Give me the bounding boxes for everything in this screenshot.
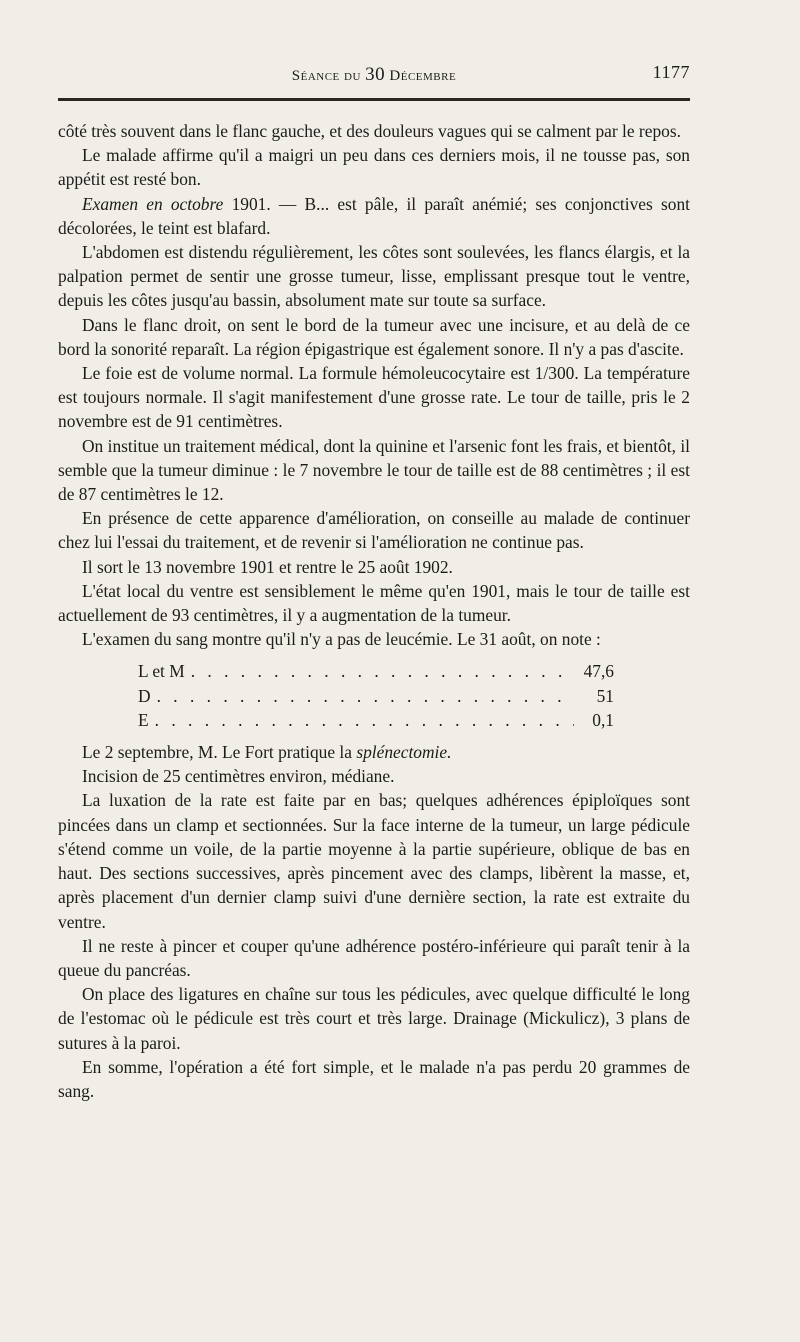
running-title-suffix: Décembre (385, 68, 457, 84)
paragraph: L'abdomen est distendu régulièrement, les côtes sont soulevées, les flancs élargis, et la palpation permet de sentir une grosse tumeur, lisse, emplissant presque tout le ventre, depuis les côtes jusqu'au bassin, absolument mate sur toute sa surface. (58, 242, 690, 311)
page-number: 1177 (652, 62, 690, 82)
paragraph: En somme, l'opération a été fort simple, et le malade n'a pas perdu 20 grammes de sang. (58, 1056, 690, 1101)
blood-formula-label: E (138, 709, 149, 730)
paragraph-operation (58, 740, 690, 764)
blood-formula-value: 47,6 (583, 661, 614, 682)
dot-leader (149, 708, 574, 732)
paragraph: L'examen du sang montre qu'il n'y a pas de leucémie. Le 31 août, on note : (82, 629, 601, 650)
blood-formula-table (138, 659, 614, 732)
dot-leader (185, 659, 574, 683)
page-header (58, 58, 690, 88)
header-rule (58, 98, 690, 101)
paragraph-exam (58, 192, 690, 240)
paragraph: L'état local du ventre est sensiblement le même qu'en 1901, mais le tour de taille est actuellement de 93 centimètres, il y a augmentation de la tumeur. (58, 580, 690, 626)
paragraph: Incision de 25 centimètres environ, médiane. (82, 766, 395, 787)
running-title (58, 64, 690, 86)
running-title-day: 30 (365, 64, 386, 85)
exam-heading: Examen en octobre (82, 193, 224, 214)
exam-year: 1901. (223, 193, 279, 214)
blood-formula-row (138, 708, 614, 732)
blood-formula-label: L et M (138, 661, 185, 682)
document-page (58, 58, 690, 1103)
blood-formula-row (138, 659, 614, 683)
blood-formula-value: 0,1 (592, 709, 614, 730)
paragraph: Dans le flanc droit, on sent le bord de la tumeur avec une incisure, et au delà de ce bord la sonorité reparaît. La région épigastrique est également sonore. Il n'y a pas d'ascite. (58, 314, 690, 359)
body-text (58, 119, 690, 1103)
paragraph: La luxation de la rate est faite par en bas; quelques adhérences épiploïques sont pincées dans un clamp et sectionnées. Sur la face interne de la tumeur, un large pédicule s'étend comme un voile, de la partie moyenne à la partie supérieure, oblique de bas en haut. Des sections successives, après pincement avec des clamps, libèrent la masse, et, après placement d'un dernier clamp suivi d'une dernière section, la rate est extraite du ventre. (58, 790, 690, 932)
paragraph: Le malade affirme qu'il a maigri un peu dans ces derniers mois, il ne tousse pas, son appétit est resté bon. (58, 145, 690, 190)
paragraph: On institue un traitement médical, dont la quinine et l'arsenic font les frais, et bientôt, il semble que la tumeur diminue : le 7 novembre le tour de taille est de 88 centimètres ; il est de 87 centimètres le 12. (58, 435, 690, 505)
paragraph: Le foie est de volume normal. La formule hémoleucocytaire est 1/300. La température est toujours normale. Il s'agit manifestement d'une grosse rate. Le tour de taille, pris le 2 novembre est de 91 centimètres. (58, 363, 690, 432)
running-title-prefix: Séance du (291, 68, 366, 84)
blood-formula-row (138, 684, 614, 708)
paragraph: En présence de cette apparence d'amélioration, on conseille au malade de continuer chez lui l'essai du traitement, et de revenir si l'amélioration ne continue pas. (58, 508, 690, 553)
blood-formula-label: D (138, 685, 151, 706)
operation-intro: Le 2 septembre, M. Le Fort pratique la (82, 742, 357, 763)
paragraph: On place des ligatures en chaîne sur tous les pédicules, avec quelque difficulté le long de l'estomac où le pédicule est très court et très large. Drainage (Mickulicz), 3 plans de sutures à la paroi. (58, 984, 690, 1053)
blood-formula-value: 51 (596, 685, 614, 706)
exam-text: — B... est pâle, il paraît anémié; ses conjonctives sont décolorées, le teint est blafard. (58, 193, 690, 238)
paragraph: Il sort le 13 novembre 1901 et rentre le 25 août 1902. (82, 556, 453, 577)
operation-term: splénectomie. (356, 742, 452, 763)
paragraph: Il ne reste à pincer et couper qu'une adhérence postéro-inférieure qui paraît tenir à la queue du pancréas. (58, 935, 690, 980)
dot-leader (151, 684, 574, 708)
paragraph: côté très souvent dans le flanc gauche, et des douleurs vagues qui se calment par le repos. (58, 121, 681, 141)
